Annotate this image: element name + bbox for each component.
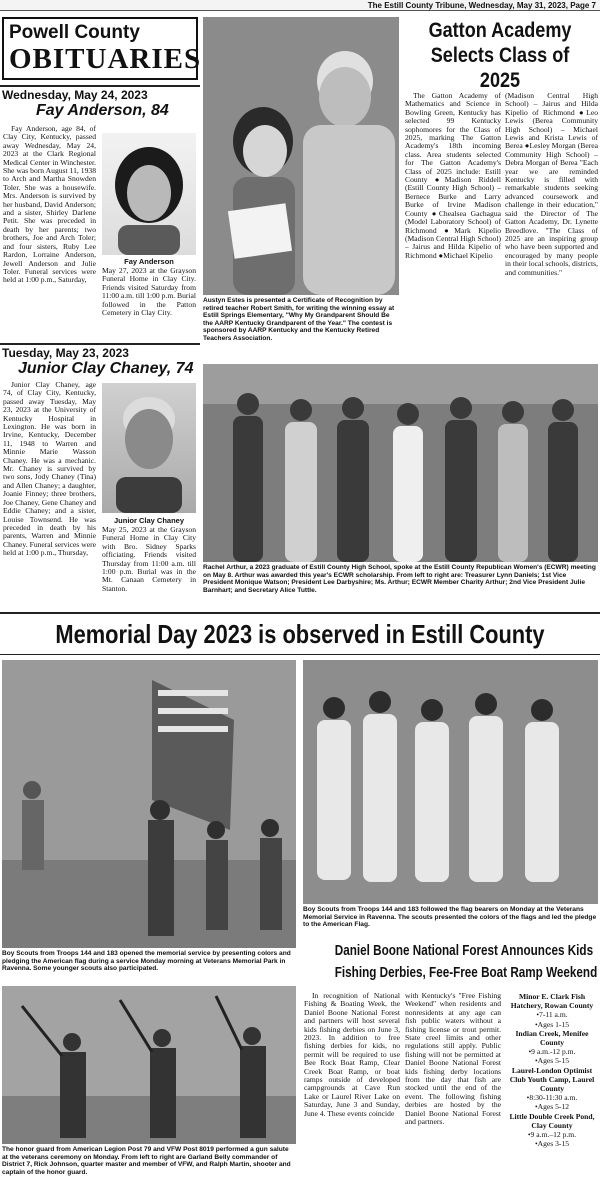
- derby-location: Little Double Creek Pond, Clay County: [509, 1111, 595, 1130]
- memorial-headline: Memorial Day 2023 is observed in Estill County: [55, 619, 545, 649]
- portrait-photo: [102, 133, 196, 255]
- photo-caption: Fay Anderson: [124, 257, 174, 266]
- derby-detail: •Ages 5-12: [534, 1102, 570, 1112]
- derby-detail: •Ages 1-15: [534, 1019, 570, 1029]
- boone-headline: [302, 940, 600, 984]
- section-title-line1: Powell County: [9, 22, 140, 43]
- article-column: In recognition of National Fishing & Boating Week, the Daniel Boone National Forest and partners will host several kids fishing derbies on June 3, 2023. In addition to free fishing derbies for kids, no permit will be required to use Bee Rock Boat Ramp, Clear Creek Boat Ramp, or boat ramps outside of developed campgrounds at Cave Run Lake or Laurel River Lake on Saturday, June 3 and Sunday, June 4. These events coincide: [304, 992, 400, 1118]
- obit-continuation: May 25, 2023 at the Grayson Funeral Home in Clay City with Bro. Sidney Sparks officiating. Friends visited Thursday from 11:00 a.m. till 1:00 p.m. Burial was in the Mt. Canaan Cemetery in Stanton.: [102, 526, 196, 593]
- running-head: The Estill County Tribune, Wednesday, May 31, 2023, Page 7: [0, 0, 600, 11]
- derby-list: [506, 992, 598, 1148]
- derby-detail: •Ages 3-15: [534, 1139, 570, 1149]
- derby-location: Indian Creek, Menifee County: [515, 1028, 589, 1048]
- obit-name: Junior Clay Chaney, 74: [18, 360, 194, 377]
- obit-date: Wednesday, May 24, 2023: [2, 88, 148, 102]
- derby-detail: •9 a.m.-12 p.m.: [528, 1047, 576, 1057]
- derby-detail: •Ages 5-15: [534, 1056, 570, 1066]
- headline-line1: Daniel Boone National Forest Announces Kids: [334, 942, 594, 959]
- gatton-headline: [402, 18, 598, 93]
- photo-caption: The honor guard from American Legion Post 79 and VFW Post 8019 performed a gun salute at the veterans ceremony on Monday. From left to right are Garland Belly commander of District 7, Rick Johnson, quarter master and member of VFW, and Ralph Martin, shooter and captain of the honor guard.: [2, 1146, 291, 1176]
- portrait-photo: [102, 383, 196, 513]
- scouts-photo: [303, 660, 598, 904]
- derby-detail: •9 a.m.–12 p.m.: [527, 1130, 577, 1140]
- obit-continuation: May 27, 2023 at the Grayson Funeral Home in Clay City. Friends visited Saturday from 11:00 a.m. till 1:00 p.m. Burial followed in the Patton Cemetery in Clay City.: [102, 267, 196, 318]
- article-column: The Gatton Academy of Mathematics and Science in Bowling Green, Kentucky has selected 99 Kentucky sophomores for the Class of 2025, marking The Gatton Academy's 18th incoming class. Area students selected for The Gatton Academy's Class of 2025 include: Estill County ●Madison Riddell (Estill County High School) – Bernece Burke and Larry Burke of Irvine Madison County ●Chealsea Gachagua (Model Laboratory School) of Richmond ●Mark Kipelio (Madison Central High School) – Jairus and Hilda Kipelio of Richmond ●Michael Kipelio: [405, 92, 501, 260]
- obit-name: Fay Anderson, 84: [36, 102, 169, 119]
- derby-location: Laurel-London Optimist Club Youth Camp, Laurel County: [509, 1065, 595, 1094]
- certificate-photo: [203, 17, 399, 295]
- photo-caption: Boy Scouts from Troops 144 and 183 opened the memorial service by presenting colors and pledging the American flag during a service Monday morning at Veterans Memorial Park in Ravenna. Some younger scouts also participated.: [2, 950, 291, 973]
- headline-line1: Gatton Academy: [428, 19, 572, 42]
- obit-text: Fay Anderson, age 84, of Clay City, Kentucky, passed away Wednesday, May 24, 2023 at the Clark Regional Medical Center in Winchester. She was born August 11, 1938 to Arch and Martha Snowden Toler. She was a housewife. Mrs. Anderson is survived by her husband, David Anderson; and a sister, Shirley Darlene Petit. She was preceded in death by her parents; two brothers, Joe and Arch Toler; and four sisters, Ruby Lee Rardon, Lorraine Anderson, Jewell Anderson and Julie Toler. Funeral services were held at 1:00 p.m., Saturday,: [3, 125, 96, 285]
- photo-caption: Rachel Arthur, a 2023 graduate of Estill County High School, spoke at the Estill County Republican Women's (ECWR) meeting on May 8. Arthur was awarded this year's ECWR scholarship. From left to right are: Treasurer Lynn Daniels; 1st Vice President Monique Watson; President Lee Darbyshire; Ms. Arthur; ECWR Member Charity Arthur; 2nd Vice President Julie Barnhart; and Secretary Alice Tuttle.: [203, 564, 596, 594]
- derby-detail: •7-11 a.m.: [536, 1010, 568, 1020]
- headline-line2: Fishing Derbies, Fee-Free Boat Ramp Weekend: [334, 964, 598, 981]
- obituaries-banner: [2, 17, 202, 80]
- honor-guard-photo: [2, 986, 296, 1144]
- derby-detail: •8:30-11:30 a.m.: [526, 1093, 578, 1103]
- derby-location: Minor E. Clark Fish Hatchery, Rowan County: [510, 992, 594, 1011]
- obit-date: Tuesday, May 23, 2023: [2, 346, 129, 360]
- article-column: (Madison Central High School) – Jairus and Hilda Kipelio of Richmond ●Leo Lewis (Berea Community High School) – Michael Lewis and Krista Lewis of Berea ●Lesley Morgan (Berea Community High School) – Debra Morgan of Berea "Each year we are reminded Kentucky is filled with remarkable students seeking advanced coursework and challenge in their education," said the Director of The Gatton Academy, Dr. Lynette Breedlove. "The Class of 2025 are an inspiring group who have been supported and encouraged by many people in their local schools, districts, and communities.": [505, 92, 598, 277]
- article-column: with Kentucky's "Free Fishing Weekend" when residents and nonresidents at any age can fish public waters without a fishing license or trout permit. State creel limits and other regulations still apply. Public fishing will not be permitted at Daniel Boone National Forest kids fishing derby locations from the day that fish are stocked until the end of the event. The following fishing derbies are hosted by the Daniel Boone National Forest and partners.: [405, 992, 501, 1127]
- scholarship-group-photo: [203, 364, 598, 562]
- flag-bearers-photo: [2, 660, 296, 948]
- headline-line2: Selects Class of 2025: [430, 44, 570, 92]
- section-title-line2: OBITUARIES: [9, 43, 202, 75]
- photo-caption: Austyn Estes is presented a Certificate of Recognition by retired teacher Robert Smith, for writing the winning essay at Estill Springs Elementary, "Why My Grandparent Should Be the AARP Kentucky Grandparent of the Year." The contest is sponsored by AARP Kentucky and the Kentucky Retired Teachers Association.: [203, 297, 395, 342]
- obit-text: Junior Clay Chaney, age 74, of Clay City, Kentucky, passed away Tuesday, May 23, 2023 at the University of Kentucky Hospital in Lexington. He was born in Irvine, Kentucky, December 11, 1948 to Warren and Minnie Marie Wasson Chaney. He was a mechanic. Mr. Chaney is survived by two sons, Jody Chaney (Tina) and Allen Chaney; a daughter, Joanie Finney; three brothers, Joe Chaney, Gene Chaney and Eddie Chaney; and a sister, Louise Townsend. He was preceded in death by his parents, Warren and Minnie Chaney. Funeral services were held at 1:00 p.m., Thursday,: [3, 381, 96, 558]
- photo-caption: Boy Scouts from Troops 144 and 183 followed the flag bearers on Monday at the Veterans Memorial Service in Ravenna. The scouts presented the colors of the flags and led the pledge to the American Flag.: [303, 906, 597, 929]
- photo-caption: Junior Clay Chaney: [113, 516, 185, 525]
